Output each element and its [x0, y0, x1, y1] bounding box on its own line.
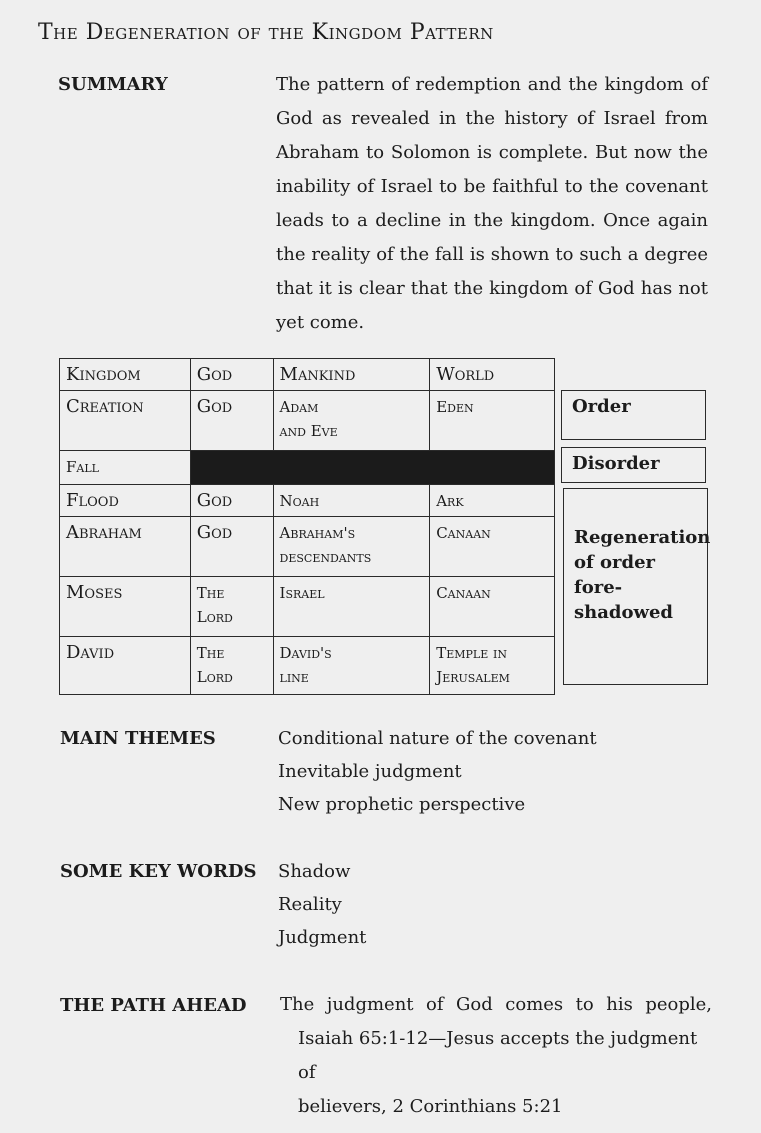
table-row: [60, 517, 555, 577]
key-words-list: [278, 855, 366, 954]
header-world: World: [430, 359, 555, 391]
list-item: Conditional nature of the covenant: [278, 728, 597, 749]
row-mankind: Adam and Eve: [273, 391, 430, 451]
row-god: God: [190, 391, 273, 451]
table-row: [60, 637, 555, 695]
table-header-row: [60, 359, 555, 391]
row-world: Canaan: [430, 577, 555, 637]
kingdom-pattern-table: [59, 358, 555, 695]
row-god: God: [190, 517, 273, 577]
row-world: Eden: [430, 391, 555, 451]
table-row: [60, 485, 555, 517]
row-mankind: David's line: [273, 637, 430, 695]
table-row: [60, 451, 555, 485]
row-era: Abraham: [60, 517, 191, 577]
row-era: Creation: [60, 391, 191, 451]
row-era: Moses: [60, 577, 191, 637]
row-era: Fall: [60, 451, 191, 485]
header-mankind: Mankind: [273, 359, 430, 391]
disorder-label-box: Disorder: [561, 447, 706, 483]
row-era: Flood: [60, 485, 191, 517]
row-world: Canaan: [430, 517, 555, 577]
table-row: [60, 577, 555, 637]
list-item: Reality: [278, 894, 342, 915]
header-kingdom: Kingdom: [60, 359, 191, 391]
list-item: Shadow: [278, 861, 351, 882]
regeneration-label-box: Regeneration of order fore- shadowed: [563, 488, 708, 685]
fall-dark-band: [190, 451, 554, 485]
row-mankind: Abraham's descendants: [273, 517, 430, 577]
list-item: New prophetic perspective: [278, 794, 526, 815]
header-god: God: [190, 359, 273, 391]
row-mankind: Noah: [273, 485, 430, 517]
main-themes-list: [278, 722, 597, 821]
path-ahead-text: The judgment of God comes to his people, Isaiah 65:1-12—Jesus accepts the judgment of believers, 2 Corinthians 5:21: [280, 994, 712, 1117]
row-mankind: Israel: [273, 577, 430, 637]
page-title: The Degeneration of the Kingdom Pattern: [38, 20, 494, 45]
row-god: The Lord: [190, 637, 273, 695]
path-ahead-label: THE PATH AHEAD: [60, 995, 247, 1016]
list-item: Inevitable judgment: [278, 761, 462, 782]
summary-label: SUMMARY: [58, 74, 168, 95]
order-label-box: Order: [561, 390, 706, 440]
row-god: The Lord: [190, 577, 273, 637]
key-words-label: SOME KEY WORDS: [60, 861, 257, 882]
summary-text: The pattern of redemption and the kingdom of God as revealed in the history of Israel from Abraham to Solomon is complete. But now the inability of Israel to be faithful to the covenant leads to a decline in the kingdom. Once again the reality of the fall is shown to such a degree that it is clear that the kingdom of God has not yet come.: [276, 74, 708, 333]
list-item: Judgment: [278, 927, 367, 948]
row-world: Ark: [430, 485, 555, 517]
main-themes-label: MAIN THEMES: [60, 728, 216, 749]
row-god: God: [190, 485, 273, 517]
table-row: [60, 391, 555, 451]
row-world: Temple in Jerusalem: [430, 637, 555, 695]
row-era: David: [60, 637, 191, 695]
